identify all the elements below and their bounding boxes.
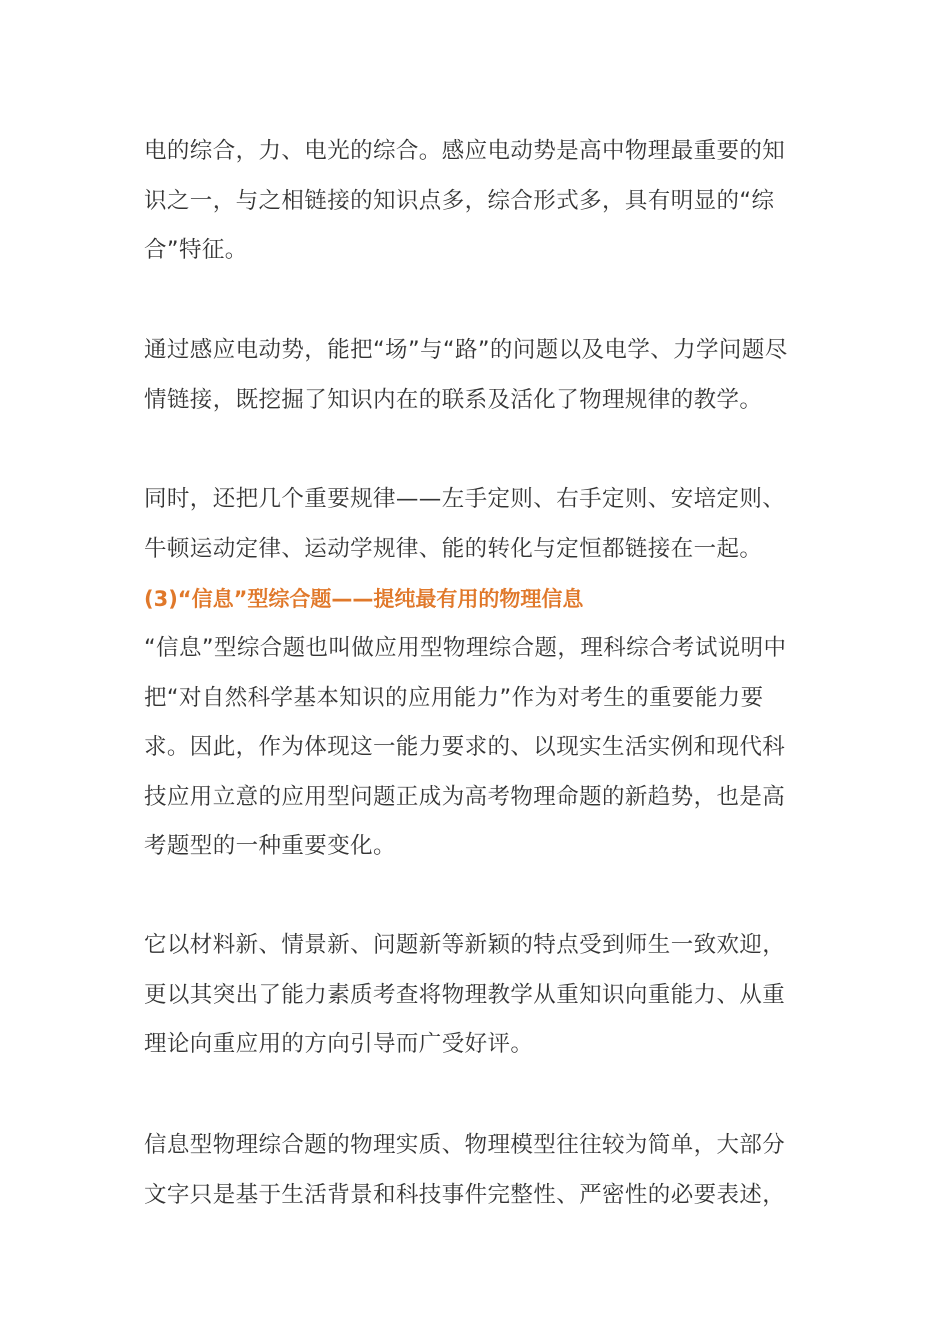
paragraph-physics-laws: 同时，还把几个重要规律——左手定则、右手定则、安培定则、牛顿运动定律、运动学规律、能的转化与定恒都链接在一起。 bbox=[144, 486, 786, 562]
paragraph-induced-emf-intro: 电的综合，力、电光的综合。感应电动势是高中物理最重要的知识之一，与之相链接的知识点多，综合形式多，具有明显的“综合”特征。 bbox=[144, 138, 786, 263]
paragraph-physical-essence: 信息型物理综合题的物理实质、物理模型往往较为简单，大部分文字只是基于生活背景和科技事件完整性、严密性的必要表述， bbox=[144, 1132, 786, 1208]
paragraph-application-type: “信息”型综合题也叫做应用型物理综合题，理科综合考试说明中把“对自然科学基本知识的应用能力”作为对考生的重要能力要求。因此，作为体现这一能力要求的、以现实生活实例和现代科技应用立意的应用型问题正成为高考物理命题的新趋势，也是高考题型的一种重要变化。 bbox=[144, 635, 787, 859]
section-heading-information-type: (3)“信息”型综合题——提纯最有用的物理信息 bbox=[144, 587, 584, 611]
paragraph-new-materials: 它以材料新、情景新、问题新等新颖的特点受到师生一致欢迎，更以其突出了能力素质考查将物理教学从重知识向重能力、从重理论向重应用的方向引导而广受好评。 bbox=[144, 932, 786, 1057]
paragraph-field-and-circuit: 通过感应电动势，能把“场”与“路”的问题以及电学、力学问题尽情链接，既挖掘了知识内在的联系及活化了物理规律的教学。 bbox=[144, 337, 788, 413]
